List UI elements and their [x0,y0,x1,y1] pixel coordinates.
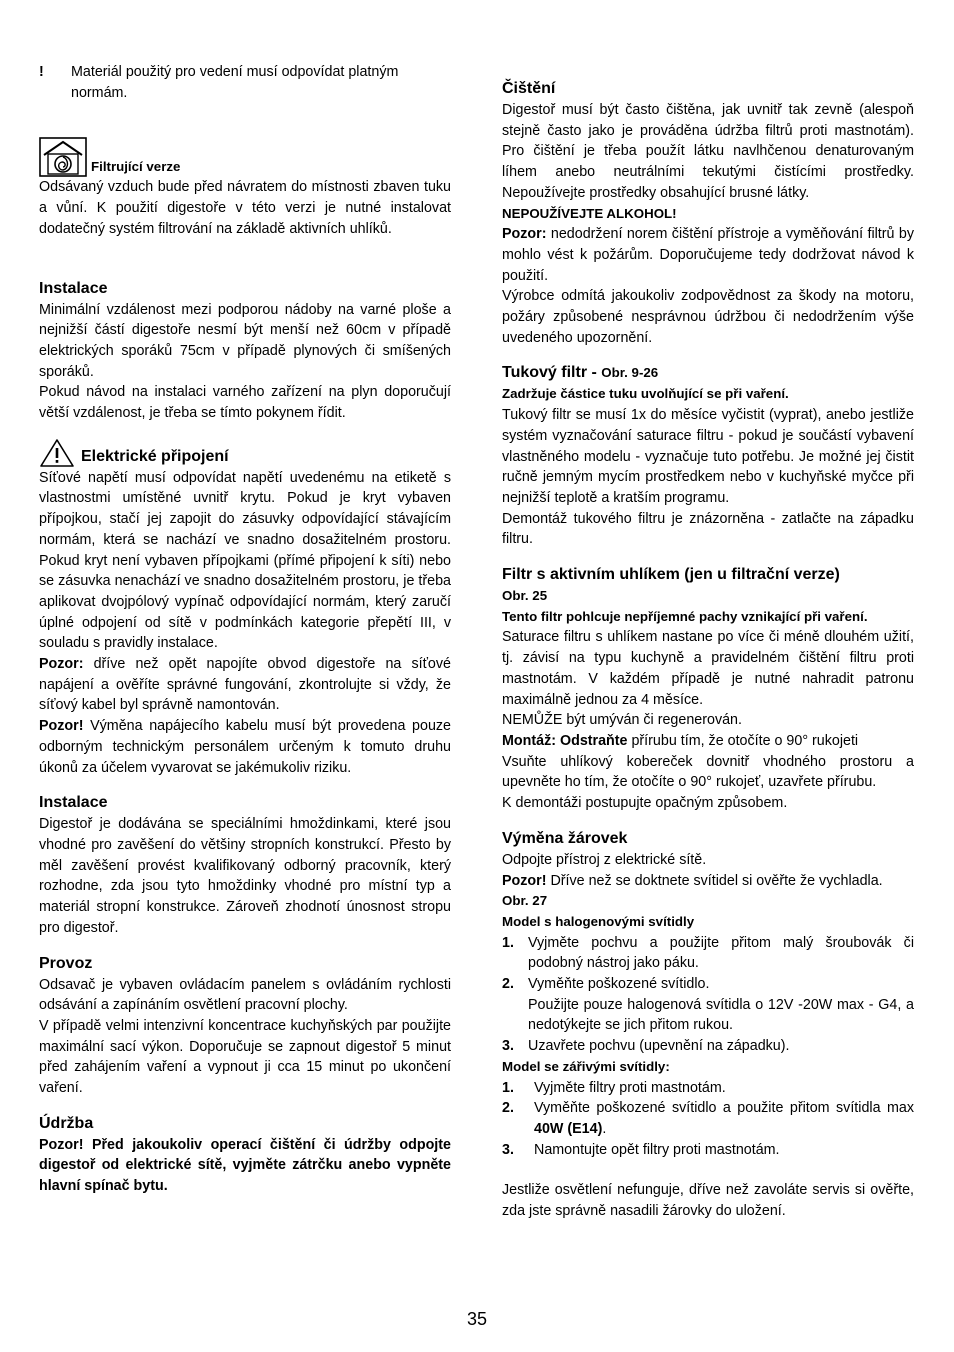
left-column [39,62,451,1197]
list-item [502,933,914,974]
list-item-text: Uzavřete pochvu (upevnění na západku). [528,1038,790,1055]
grease-heading-ref: Obr. 9-26 [601,365,659,381]
list-item [502,974,914,995]
list-item [502,1140,914,1161]
list-item [502,1036,914,1057]
electric-para-1: Síťové napětí musí odpovídat napětí uvedenému na etiketě s vlastnostmi umístěné uvnitř krytu. Pokud je kryt vybaven přípojkou, stačí jej zapojit do zásuvky odpovídající stávajícím normám, která se nachází ve snadno dosažitelném prostoru. Pokud kryt není vybaven přípojkami (přímé připojení k síti) nebo se zásuvka nenachází ve snadno dosažitelném prostoru, je třeba aplikovat dvojpólový vypínač odpovídající normám, který zaručí úplné odpojení od sítě v podmínkách kategorie přepětí III, v souladu s pravidly instalace. [39,469,451,652]
electric-para-2 [39,654,451,716]
install-2-para-1: Digestoř je dodávána se speciálními hmoždinkami, které jsou vhodné pro zavěšení do většiny stropních konstrukcí. Přesto by měl zavěšení provést kvalifikovaný odborný pracovník, který rozhodne, zda jsou tyto hmoždinky vhodné pro místní typ a materiál stropní konstrukce. Zároveň zhodnotí únosnost stropu pro digestoř. [39,816,451,936]
filter-house-icon [39,137,87,177]
bulbs-model-halogen: Model s halogenovými svítidly [502,913,695,929]
list-item [502,1078,914,1099]
cleaning-heading: Čištění [502,80,556,97]
filter-heading: Filtrující verze [91,158,181,174]
cleaning-para-3-label: Pozor: [502,226,547,243]
operation-para-2: V případě velmi intenzivní koncentrace kuchyňských par použijte maximální sací výkon. Doporučuje se zapnout digestoř 5 minut před zahájením vaření a vypnout ji cca 15 minut po ukončení vaření. [39,1017,451,1097]
maintenance-para-1: Pozor! Před jakoukoliv operací čištění či údržby odpojte digestoř od elektrické sítě, vyjměte zátrčku anebo vypněte hlavní spínač bytu. [39,1136,451,1195]
grease-heading [502,362,914,384]
list-item-num: 3. [502,1038,514,1055]
cleaning-para-4: Výrobce odmítá jakoukoliv zodpovědnost za škody na motoru, požáry způsobené nesprávnou údržbou či nedodržením výše uvedeného upozornění. [502,288,914,346]
electric-heading: Elektrické připojení [81,447,229,465]
carbon-para-3 [502,731,914,752]
list-item-num [502,995,528,1036]
carbon-para-4: Vsuňte uhlíkový kobereček dovnitř vhodného prostoru a upevněte ho tím, že otočíte o 90° rukojeť, uzavřete přírubu. [502,753,914,791]
list-item [502,995,914,1036]
bulbs-para-1: Odpojte přístroj z elektrické sítě. [502,851,707,868]
list-item-num: 1. [502,1079,514,1096]
electric-para-3 [39,716,451,778]
list-item-text: Vyměňte poškozené svítidlo. [528,976,710,993]
list-item-text: Namontujte opět filtry proti mastnotám. [534,1141,780,1158]
install-heading-1: Instalace [39,279,108,297]
bulbs-model-fluorescent: Model se zářivými svítidly: [502,1058,670,1074]
fluorescent-steps-list [502,1078,914,1161]
bulbs-final-note: Jestliže osvětlení nefunguje, dříve než zavoláte servis si ověřte, zda jste správně nasadili žárovky do uložení. [502,1182,914,1220]
bulbs-para-2 [502,871,914,892]
operation-para-1: Odsavač je vybaven ovládacím panelem s ovládáním rychlosti odsávání a zapínáním osvětlení pracovní plochy. [39,976,451,1014]
cleaning-para-1: Digestoř musí být často čištěna, jak uvnitř tak zevně (alespoň stejně často jako je prováděna údržba filtrů proti mastnotám). Pro čištění je třeba použít látku navlhčenou denaturovaným líhem anebo neutrálními tekutými čistícími prostředky. Nepoužívejte prostředky obsahující brusné látky. [502,102,914,201]
carbon-heading: Filtr s aktivním uhlíkem (jen u filtrační verze) [502,566,840,584]
operation-heading: Provoz [39,954,93,972]
cleaning-para-3-text: nedodržení norem čištění přístroje a vyměňování filtrů by mohlo vést k požárům. Doporučujeme tedy dodržovat návod k použití. [502,226,914,284]
electric-para-3-text: Výměna napájecího kabelu musí být provedena pouze odborným technickým personálem určeným k tomuto druhu úkonů za účelem vyvarovat se jakémukoliv riziku. [39,718,451,776]
carbon-para-2: NEMŮŽE být umýván či regenerován. [502,712,742,729]
list-item-text [534,1098,914,1139]
filter-heading-row [39,137,451,177]
carbon-para-3-label: Montáž: Odstraňte [502,732,628,749]
list-item-num: 2. [502,976,514,993]
install-1-para-1: Minimální vzdálenost mezi podporou nádoby na varné ploše a nejnižší částí digestoře nesmí být menší než 60cm v případě elektrických sporáků 75cm v případě plynových či smíšených sporáků. [39,301,451,380]
material-note [39,62,451,103]
carbon-para-1: Saturace filtru s uhlíkem nastane po více či méně dlouhém užití, tj. závisí na typu kuchyně a pravidelném čištění filtru proti mastnotám. V každém případě je nutné nahradit patronu maximálně jednou za 4 měsíce. [502,629,914,708]
grease-para-1: Tukový filtr se musí 1x do měsíce vyčistit (vyprat), anebo jestliže systém vyznačování saturace filtru - pokud je součástí vybavení vlastněného modelu - vyznačuje tuto potřebu. Je možné jej čistit ručně jemným mycím prostředkem nebo v kuchyňské myčce při nejnižší teplotě a kratším programu. [502,407,914,506]
cleaning-para-3 [502,224,914,286]
list-item-num: 2. [502,1100,514,1117]
bulbs-heading: Výměna žárovek [502,829,628,847]
note-mark: ! [39,64,44,80]
grease-sub: Zadržuje částice tuku uvolňující se při vaření. [502,386,789,402]
install-heading-2: Instalace [39,794,108,812]
list-item-text: Použijte pouze halogenová svítidla o 12V -20W max - G4, a nedotýkejte se jich přitom rukou. [528,996,914,1034]
halogen-steps-list [502,933,914,1057]
page-number: 35 [466,1309,488,1329]
list-item-text-b: 40W (E14) [534,1120,603,1137]
bulbs-para-2-label: Pozor! [502,872,547,889]
list-item-text-a: Vyměňte poškozené svítidlo a použite přitom svítidla max [534,1100,914,1117]
electric-para-2-text: dříve než opět napojíte obvod digestoře na síťové napájení a ověříte správné fungování, zkontrolujte si vždy, že síťový kabel byl správně namontován. [39,656,451,714]
install-1-para-2: Pokud návod na instalaci varného zařízení na plyn doporučují větší vzdálenost, je třeba se tímto pokynem řídit. [39,384,451,422]
grease-para-2: Demontáž tukového filtru je znázorněna - zatlačte na západku filtru. [502,510,914,548]
maintenance-heading: Údržba [39,1114,94,1132]
filter-text: Odsávaný vzduch bude před návratem do místnosti zbaven tuku a vůní. K použití digestoře v této verzi je nutné instalovat dodatečný systém filtrování na základě aktivních uhlíků. [39,179,451,237]
list-item-text: Vyjměte filtry proti mastnotám. [534,1079,726,1096]
electric-para-2-label: Pozor: [39,656,84,673]
list-item-text: Vyjměte pochvu a použijte přitom malý šroubovák či podobný nástroj jako páku. [528,934,914,972]
bulbs-para-2-text: Dříve než se doktnete svítidel si ověřte že vychladla. [546,872,883,889]
list-item-num: 3. [502,1141,514,1158]
grease-heading-text: Tukový filtr - [502,364,602,382]
carbon-sub: Tento filtr pohlcuje nepříjemné pachy vznikající při vaření. [502,608,868,624]
bulbs-ref: Obr. 27 [502,893,548,909]
warning-triangle-icon [39,438,75,468]
carbon-para-3-text: přírubu tím, že otočíte o 90° rukojeti [627,732,859,749]
list-item [502,1098,914,1139]
list-item-text-c: . [602,1120,607,1137]
electric-para-3-label: Pozor! [39,718,84,735]
list-item-num: 1. [502,934,514,951]
carbon-ref: Obr. 25 [502,588,548,604]
carbon-para-5: K demontáži postupujte opačným způsobem. [502,795,788,812]
electric-heading-row [39,438,451,468]
right-column [502,78,914,1222]
note-text: Materiál použitý pro vedení musí odpovídat platným normám. [71,64,399,101]
cleaning-no-alcohol: NEPOUŽÍVEJTE ALKOHOL! [502,205,677,221]
